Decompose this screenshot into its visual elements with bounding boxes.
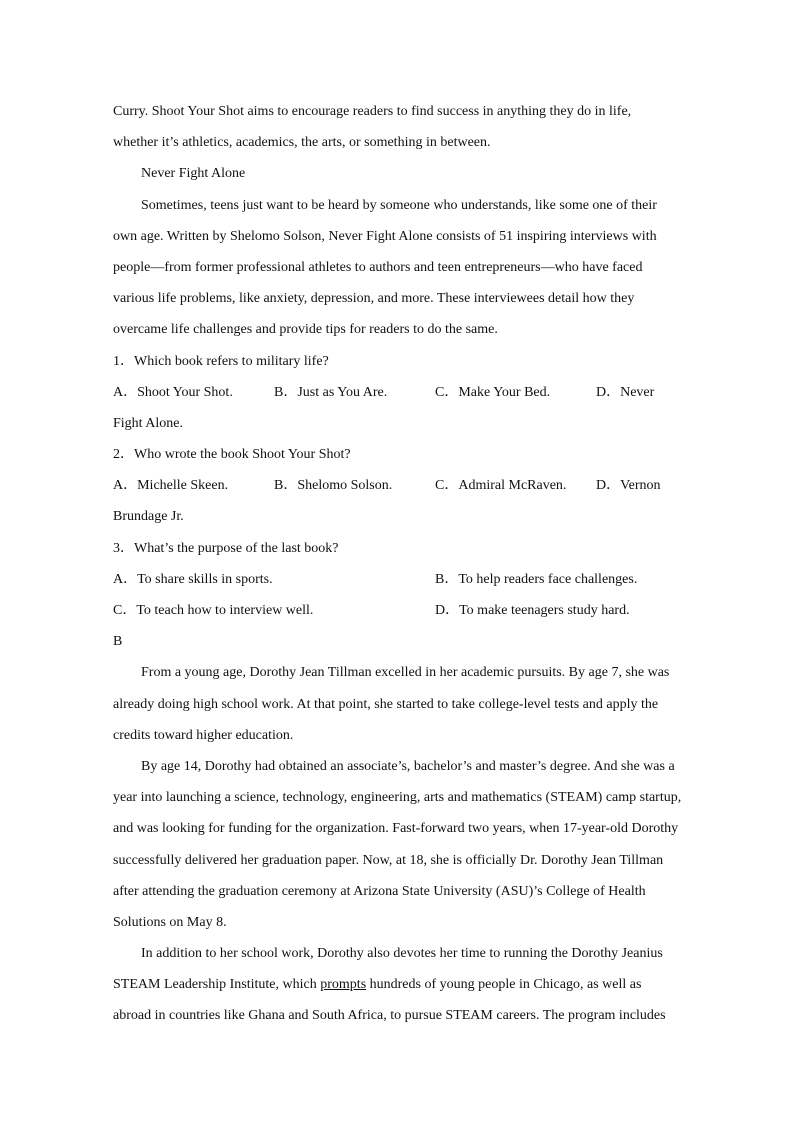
option-d-wrap: Brundage Jr. — [113, 509, 184, 525]
text-fragment: STEAM Leadership Institute, which — [113, 977, 321, 993]
option-a: A．Michelle Skeen. — [113, 478, 229, 494]
option-c: C．To teach how to interview well. — [113, 603, 314, 618]
text-line: In addition to her school work, Dorothy also devotes her time to running the Dorothy Jeanius — [141, 946, 663, 962]
option-d: D．Never — [596, 384, 655, 400]
underlined-word: prompts — [320, 977, 367, 993]
option-c: C．Admiral McRaven. — [435, 478, 567, 494]
text-line: From a young age, Dorothy Jean Tillman excelled in her academic pursuits. By age 7, she was — [141, 665, 670, 681]
option-c: C．Make Your Bed. — [435, 384, 551, 400]
question-3-options-row-1 — [113, 564, 693, 595]
option-b: B．Shelomo Solson. — [274, 478, 393, 494]
option-d: D．Vernon — [596, 478, 661, 494]
text-line: own age. Written by Shelomo Solson, Never Fight Alone consists of 51 inspiring interviews with — [113, 228, 657, 244]
text-line — [113, 969, 693, 1000]
text-line: Curry. Shoot Your Shot aims to encourage readers to find success in anything they do in life, — [113, 104, 632, 119]
option-b: B．To help readers face challenges. — [435, 571, 638, 587]
text-line: various life problems, like anxiety, depression, and more. These interviewees detail how they — [113, 291, 635, 307]
text-line: successfully delivered her graduation paper. Now, at 18, she is officially Dr. Dorothy Jean Tillman — [113, 852, 664, 868]
text-line: already doing high school work. At that point, she started to take college-level tests and apply the — [113, 696, 659, 712]
option-a: A．To share skills in sports. — [113, 571, 273, 587]
text-fragment: hundreds of young people in Chicago, as well as — [366, 977, 642, 993]
document-page — [113, 96, 693, 1032]
text-line: abroad in countries like Ghana and South Africa, to pursue STEAM careers. The program includes — [113, 1008, 666, 1024]
text-line: year into launching a science, technology, engineering, arts and mathematics (STEAM) camp startup, — [113, 790, 682, 806]
text-line: after attending the graduation ceremony at Arizona State University (ASU)’s College of Health — [113, 883, 646, 899]
question-2-stem: 2．Who wrote the book Shoot Your Shot? — [113, 447, 351, 463]
book-title-never-fight-alone: Never Fight Alone — [141, 166, 246, 182]
question-3-options-row-2 — [113, 595, 693, 626]
option-b: B．Just as You Are. — [274, 384, 388, 400]
text-line: By age 14, Dorothy had obtained an associate’s, bachelor’s and master’s degree. And she was a — [141, 758, 675, 774]
text-line: people—from former professional athletes to authors and teen entrepreneurs—who have faced — [113, 259, 643, 275]
option-d-wrap: Fight Alone. — [113, 415, 184, 431]
option-a: A．Shoot Your Shot. — [113, 384, 233, 400]
text-line: whether it’s athletics, academics, the arts, or something in between. — [113, 135, 491, 151]
question-3-stem: 3．What’s the purpose of the last book? — [113, 540, 339, 556]
option-d: D．To make teenagers study hard. — [435, 603, 630, 618]
question-1-options — [113, 377, 693, 408]
text-line: credits toward higher education. — [113, 727, 294, 743]
question-2-options — [113, 470, 693, 501]
text-line: and was looking for funding for the organization. Fast-forward two years, when 17-year-old Dorothy — [113, 821, 679, 837]
section-label: B — [113, 634, 123, 650]
text-line: Sometimes, teens just want to be heard by someone who understands, like some one of their — [141, 197, 657, 213]
text-line: Solutions on May 8. — [113, 914, 227, 930]
question-1-stem: 1．Which book refers to military life? — [113, 353, 329, 369]
text-line: overcame life challenges and provide tips for readers to do the same. — [113, 322, 498, 338]
